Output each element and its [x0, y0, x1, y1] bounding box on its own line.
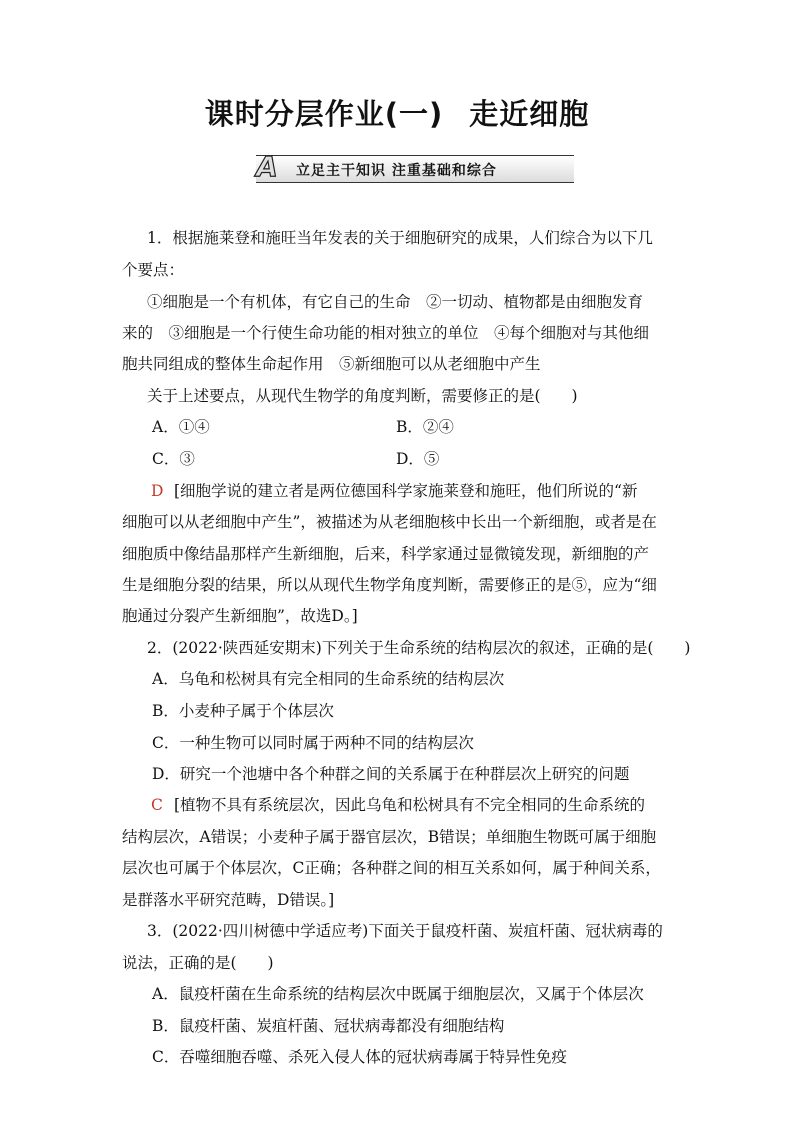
q3-stem-line-2: 说法，正确的是( ) — [122, 954, 274, 972]
q2-answer: C — [151, 796, 163, 814]
section-a-icon: A — [256, 150, 278, 183]
q2-explanation-line-1: [植物不具有系统层次，因此乌龟和松树具有不完全相同的生命系统的 — [174, 796, 646, 814]
q1-explanation-line-2: 细胞可以从老细胞中产生”，被描述为从老细胞核中长出一个新细胞，或者是在 — [122, 513, 657, 531]
q1-stem-line-1: 1．根据施莱登和施旺当年发表的关于细胞研究的成果，人们综合为以下几 — [147, 229, 653, 247]
q1-explanation-line-4: 生是细胞分裂的结果，所以从现代生物学角度判断，需要修正的是⑤，应为“细 — [122, 576, 657, 594]
title-sub: 走近细胞 — [469, 97, 590, 131]
q3-option-a: A．鼠疫杆菌在生命系统的结构层次中既属于细胞层次，又属于个体层次 — [152, 985, 644, 1003]
q1-stem-line-4: 来的 ③细胞是一个行使生命功能的相对独立的单位 ④每个细胞对与其他细 — [122, 324, 650, 342]
q2-explanation-line-2: 结构层次，A错误；小麦种子属于器官层次，B错误；单细胞生物既可属于细胞 — [122, 828, 657, 846]
q3-stem-line-1: 3．(2022·四川树德中学适应考)下面关于鼠疫杆菌、炭疽杆菌、冠状病毒的 — [147, 922, 663, 940]
q1-answer: D — [151, 482, 164, 500]
title-main: 课时分层作业(一) — [204, 97, 444, 131]
q2-explanation-line-3: 层次也可属于个体层次，C正确；各种群之间的相互关系如何，属于种间关系， — [122, 859, 661, 877]
q1-option-a: A．①④ — [152, 418, 210, 436]
q1-option-c: C．③ — [152, 450, 195, 468]
page-title — [0, 92, 794, 133]
q1-stem-line-5: 胞共同组成的整体生命起作用 ⑤新细胞可以从老细胞中产生 — [122, 355, 541, 373]
q2-option-a: A．乌龟和松树具有完全相同的生命系统的结构层次 — [152, 670, 505, 688]
q1-stem-line-6: 关于上述要点，从现代生物学的角度判断，需要修正的是( ) — [147, 387, 578, 405]
q1-option-b: B．②④ — [396, 418, 454, 436]
q2-stem: 2．(2022·陕西延安期末)下列关于生命系统的结构层次的叙述，正确的是( ) — [147, 639, 691, 657]
q1-explanation-line-5: 胞通过分裂产生新细胞”，故选D。] — [122, 607, 358, 625]
section-banner — [256, 150, 574, 183]
q3-option-b: B．鼠疫杆菌、炭疽杆菌、冠状病毒都没有细胞结构 — [152, 1017, 505, 1035]
q1-explanation-line-3: 细胞质中像结晶那样产生新细胞，后来，科学家通过显微镜发现，新细胞的产 — [122, 545, 650, 563]
q2-option-c: C．一种生物可以同时属于两种不同的结构层次 — [152, 734, 474, 752]
q2-explanation-line-4: 是群落水平研究范畴，D错误。] — [122, 891, 335, 909]
q2-option-b: B．小麦种子属于个体层次 — [152, 702, 334, 720]
q3-option-c: C．吞噬细胞吞噬、杀死入侵人体的冠状病毒属于特异性免疫 — [152, 1048, 567, 1066]
q1-explanation-line-1: [细胞学说的建立者是两位德国科学家施莱登和施旺，他们所说的“新 — [174, 482, 638, 500]
q2-option-d: D．研究一个池塘中各个种群之间的关系属于在种群层次上研究的问题 — [152, 765, 630, 783]
q1-stem-line-2: 个要点： — [122, 261, 185, 279]
q1-stem-line-3: ①细胞是一个有机体，有它自己的生命 ②一切动、植物都是由细胞发育 — [147, 293, 644, 311]
section-banner-text: 立足主干知识 注重基础和综合 — [296, 163, 497, 179]
q1-option-d: D．⑤ — [396, 450, 440, 468]
